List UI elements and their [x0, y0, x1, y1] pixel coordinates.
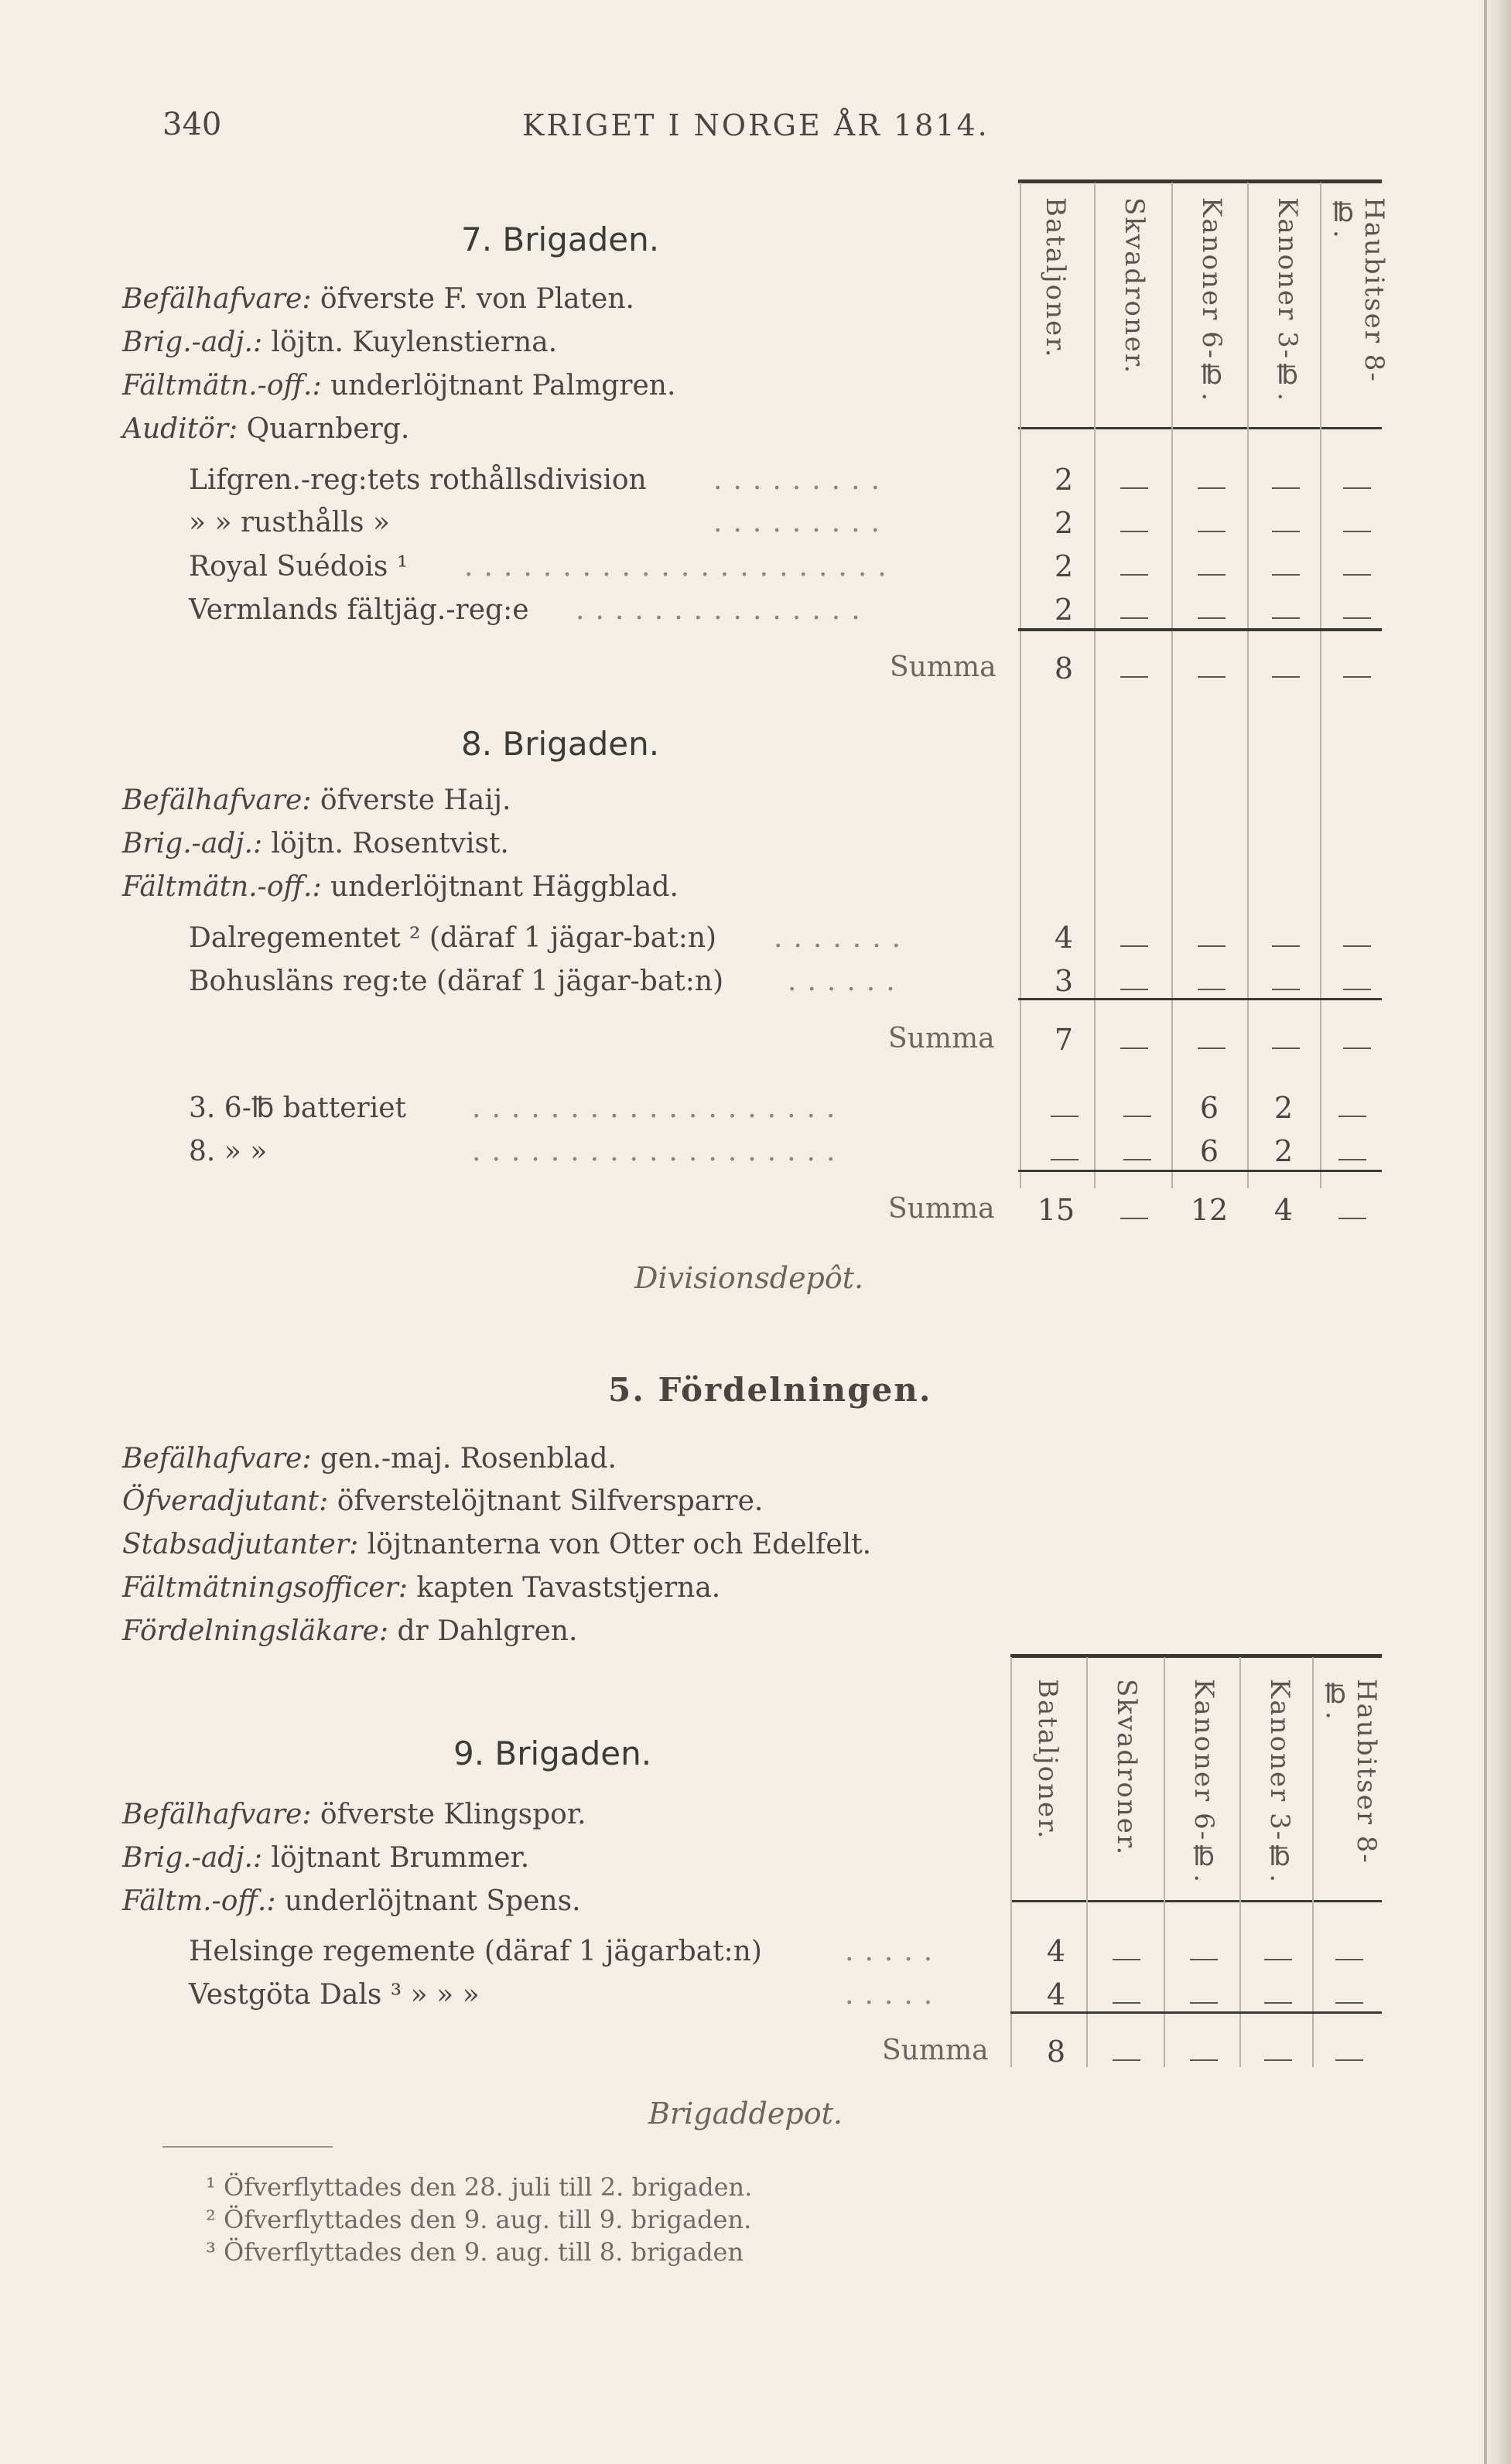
fordelning-staff: Stabsadjutanter: löjtnanterna von Otter och Edelfelt. [122, 1529, 872, 1560]
divisionsdepot-label: Divisionsdepôt. [634, 1261, 864, 1295]
cell-value: 2 [1273, 1091, 1294, 1125]
dash [1338, 1210, 1366, 1225]
cell-value: 2 [1273, 1134, 1294, 1168]
fordelning-staff: Fördelningsläkare: dr Dahlgren. [122, 1615, 578, 1647]
unit-name: Bohusläns reg:te (däraf 1 jägar-bat:n) [189, 965, 724, 997]
summa-rule [1010, 2011, 1382, 2014]
brigade-8-staff: Fältmätn.-off.: underlöjtnant Häggblad. [122, 871, 679, 903]
table2-header-battalions: Bataljoner. [1032, 1679, 1063, 1840]
leader-dots: ......... [713, 464, 891, 496]
table2-vrule [1312, 1657, 1314, 2067]
table1-vrule [1247, 183, 1249, 1188]
cell-value: 2 [1054, 463, 1074, 497]
leader-dots: ..... [845, 1979, 944, 2011]
brigade-7-title: 7. Brigaden. [461, 220, 660, 258]
cell-value: 2 [1054, 506, 1074, 540]
table2-header-rule [1010, 1900, 1382, 1902]
unit-name: 3. 6-℔ batteriet [189, 1092, 406, 1124]
leader-dots: ............... [576, 594, 871, 626]
cell-value: 2 [1054, 593, 1074, 627]
unit-name: Dalregementet ² (däraf 1 jägar-bat:n) [189, 922, 717, 954]
footnote: ¹ Öfverflyttades den 28. juli till 2. brigaden. [206, 2172, 753, 2202]
cell-value: 4 [1054, 921, 1074, 955]
summa-label: Summa [888, 1193, 995, 1225]
summa-rule [1018, 1170, 1382, 1172]
table1-header-howitzers: Haubitser 8-℔. [1328, 197, 1390, 383]
unit-name: Royal Suédois ¹ [189, 551, 409, 583]
page-number: 340 [162, 107, 222, 142]
cell-value: 8 [1046, 2035, 1066, 2069]
fordelning-staff: Befälhafvare: gen.-maj. Rosenblad. [122, 1443, 617, 1475]
summa-label: Summa [888, 1023, 995, 1054]
dash [1338, 1151, 1366, 1166]
table2-header-cannons-3: Kanoner 3-℔. [1264, 1679, 1295, 1885]
page-fold-line [1484, 0, 1487, 2464]
table2-header-cannons-6: Kanoner 6-℔. [1188, 1679, 1219, 1885]
brigade-8-staff: Brig.-adj.: löjtn. Rosentvist. [122, 828, 509, 859]
summa-label: Summa [882, 2035, 989, 2066]
running-head: KRIGET I NORGE ÅR 1814. [522, 108, 990, 142]
brigade-7-staff: Fältmätn.-off.: underlöjtnant Palmgren. [122, 370, 676, 402]
footnote: ² Öfverflyttades den 9. aug. till 9. brigaden. [206, 2205, 752, 2234]
summa-rule [1018, 998, 1382, 1000]
fordelning-staff: Fältmätningsofficer: kapten Tavaststjerna. [122, 1572, 721, 1604]
cell-value: 4 [1046, 1977, 1066, 2011]
leader-dots: ....... [774, 922, 912, 954]
leader-dots: ......... [713, 507, 891, 538]
fordelning-title: 5. Fördelningen. [608, 1371, 932, 1409]
cell-value: 3 [1054, 964, 1074, 998]
table1-header-rule [1018, 427, 1382, 429]
summa-rule [1018, 628, 1382, 631]
cell-value: 7 [1054, 1023, 1074, 1057]
table1-header-cannons-6: Kanoner 6-℔. [1196, 197, 1227, 403]
brigade-7-staff: Brig.-adj.: löjtn. Kuylenstierna. [122, 326, 558, 358]
brigade-9-staff: Befälhafvare: öfverste Klingspor. [122, 1799, 586, 1830]
table1-vrule [1020, 183, 1021, 1188]
unit-name: 8. » » [189, 1136, 268, 1167]
leader-dots: ...... [788, 965, 906, 997]
brigaddepot-label: Brigaddepot. [648, 2097, 843, 2131]
footnote: ³ Öfverflyttades den 9. aug. till 8. brigaden [206, 2237, 744, 2267]
cell-value: 12 [1190, 1193, 1229, 1227]
table2-top-rule [1010, 1654, 1382, 1658]
unit-name: Lifgren.-reg:tets rothållsdivision [189, 464, 647, 496]
cell-value: 6 [1199, 1134, 1219, 1168]
cell-value: 4 [1046, 1934, 1066, 1968]
table2-header-howitzers: Haubitser 8-℔. [1320, 1679, 1382, 1864]
summa-label: Summa [890, 651, 997, 683]
table2-vrule [1164, 1657, 1165, 2067]
table1-vrule [1171, 183, 1173, 1188]
unit-name: Vestgöta Dals ³ » » » [189, 1979, 480, 2011]
cell-value: 15 [1037, 1193, 1075, 1227]
table2-vrule [1010, 1657, 1012, 2067]
leader-dots: ..... [845, 1936, 944, 1967]
cell-value: 8 [1054, 651, 1074, 685]
table1-header-cannons-3: Kanoner 3-℔. [1272, 197, 1303, 403]
brigade-7-staff: Befälhafvare: öfverste F. von Platen. [122, 283, 634, 315]
brigade-9-staff: Brig.-adj.: löjtnant Brummer. [122, 1842, 530, 1874]
leader-dots: ................... [472, 1136, 846, 1167]
brigade-8-title: 8. Brigaden. [461, 725, 660, 763]
brigade-7-staff: Auditör: Quarnberg. [122, 413, 410, 445]
footnote-rule [162, 2146, 333, 2148]
table2-vrule [1239, 1657, 1241, 2067]
cell-value: 2 [1054, 549, 1074, 583]
table1-vrule [1320, 183, 1321, 1188]
leader-dots: ...................... [464, 551, 897, 583]
dash [1338, 1108, 1366, 1123]
unit-name: Vermlands fältjäg.-reg:e [189, 594, 529, 626]
brigade-8-staff: Befälhafvare: öfverste Haij. [122, 784, 511, 816]
brigade-9-title: 9. Brigaden. [453, 1734, 652, 1772]
brigade-9-staff: Fältm.-off.: underlöjtnant Spens. [122, 1885, 581, 1917]
table1-top-rule [1018, 179, 1382, 183]
table2-header-squadrons: Skvadroner. [1111, 1679, 1142, 1857]
unit-name: » » rusthålls » [189, 507, 390, 538]
leader-dots: ................... [472, 1092, 846, 1124]
table1-header-battalions: Bataljoner. [1040, 197, 1071, 359]
unit-name: Helsinge regemente (däraf 1 jägarbat:n) [189, 1936, 762, 1967]
cell-value: 6 [1199, 1091, 1219, 1125]
cell-value: 4 [1273, 1193, 1294, 1227]
dash [1120, 1210, 1148, 1225]
fordelning-staff: Öfveradjutant: öfverstelöjtnant Silfversparre. [122, 1485, 764, 1517]
table1-header-squadrons: Skvadroner. [1119, 197, 1150, 375]
